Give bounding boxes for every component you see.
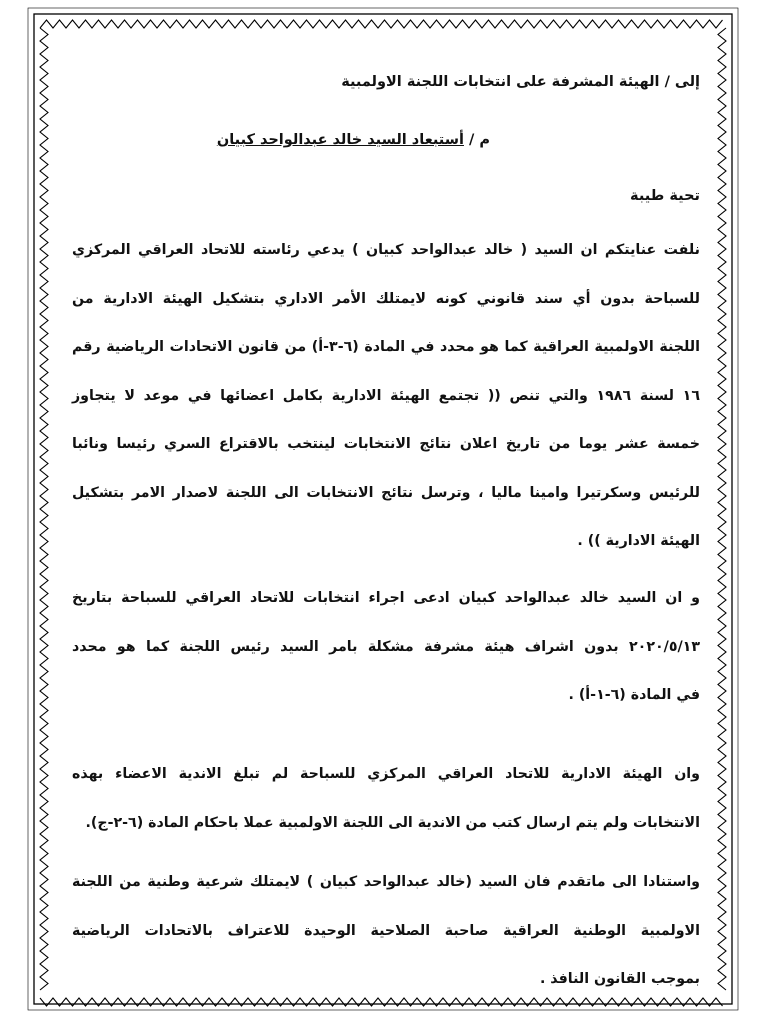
paragraph-line: في المادة (٦-١-أ) . bbox=[568, 687, 700, 703]
subject-text: أستبعاد السيد خالد عبدالواحد كبيان bbox=[216, 132, 464, 148]
paragraph-line: للسباحة بدون أي سند قانوني كونه لايمتلك الأمر الاداري بتشكيل الهيئة الادارية من bbox=[72, 290, 700, 307]
paragraph-1 bbox=[72, 226, 700, 566]
subject-prefix: م / bbox=[469, 132, 490, 148]
paragraph-line: ١٦ لسنة ١٩٨٦ والتي تنص (( تجتمع الهيئة الادارية بكامل اعضائها في موعد لا يتجاوز bbox=[72, 387, 700, 404]
paragraph-line: وان الهيئة الادارية للاتحاد العراقي المركزي للسباحة لم تبلغ الاندية الاعضاء بهذه bbox=[72, 766, 700, 782]
paragraph-line: واستنادا الى ماتقدم فان السيد (خالد عبدالواحد كبيان ) لايمتلك شرعية وطنية من اللجنة bbox=[72, 874, 700, 890]
paragraph-line: بموجب القانون النافذ . bbox=[539, 971, 700, 987]
paragraph-line: اللجنة الاولمبية العراقية كما هو محدد في المادة (٦-٣-أ) من قانون الاتحادات الرياضية رقم bbox=[72, 339, 700, 355]
paragraph-line: الهيئة الادارية )) . bbox=[577, 533, 700, 549]
paragraph-line: الانتخابات ولم يتم ارسال كتب من الاندية الى اللجنة الاولمبية عملا باحكام المادة (٦-٢-ج). bbox=[85, 814, 700, 831]
subject-line bbox=[217, 132, 490, 148]
paragraph-line: خمسة عشر يوما من تاريخ اعلان نتائج الانتخابات لينتخب بالاقتراع السري رئيسا ونائبا bbox=[72, 436, 700, 452]
paragraph-line: ٢٠٢٠/٥/١٣ بدون اشراف هيئة مشرفة مشكلة بامر السيد رئيس اللجنة كما هو محدد bbox=[72, 638, 700, 655]
paragraph-line: الاولمبية الوطنية العراقية صاحبة الصلاحية الوحيدة للاعتراف بالاتحادات الرياضية bbox=[72, 922, 700, 939]
addressee-line: إلى / الهيئة المشرفة على انتخابات اللجنة الاولمبية bbox=[341, 74, 700, 90]
greeting: تحية طيبة bbox=[630, 188, 700, 204]
paragraph-line: للرئيس وسكرتيرا وامينا ماليا ، وترسل نتائج الانتخابات الى اللجنة لاصدار الامر بتشكيل bbox=[72, 484, 700, 501]
paragraph-2 bbox=[72, 574, 700, 720]
paragraph-line: و ان السيد خالد عبدالواحد كبيان ادعى اجراء انتخابات للاتحاد العراقي للسباحة بتاريخ bbox=[72, 590, 700, 606]
paragraph-4 bbox=[72, 858, 700, 1004]
paragraph-3 bbox=[72, 750, 700, 847]
paragraph-line: نلفت عنايتكم ان السيد ( خالد عبدالواحد كبيان ) يدعي رئاسته للاتحاد العراقي المركزي bbox=[72, 242, 700, 258]
